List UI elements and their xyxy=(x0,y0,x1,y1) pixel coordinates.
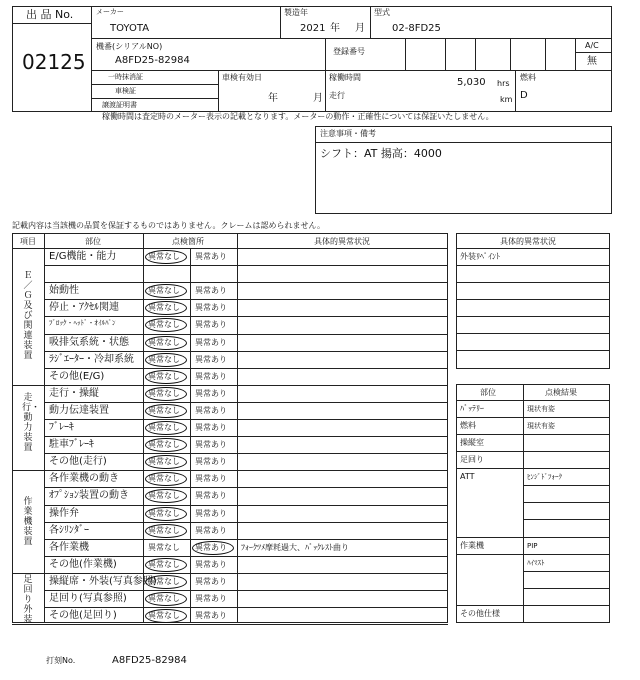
hours-unit: hrs xyxy=(497,79,510,88)
remarks-text: シフト：AT 揚高：4000 xyxy=(320,147,442,160)
status-abnormal: 異常あり xyxy=(195,440,227,450)
stamp-label: 打刻No. xyxy=(46,656,76,665)
status-no-abnormal: 異常なし xyxy=(148,474,180,484)
right-detail-title: 具体的異常状況 xyxy=(500,237,556,246)
disclaimer: 記載内容は当該機の品質を保証するものではありません。クレームは認められません。 xyxy=(12,221,325,230)
selection-circle[interactable] xyxy=(145,336,187,350)
status-no-abnormal: 異常なし xyxy=(148,371,180,381)
year-value: 2021 xyxy=(300,23,326,34)
part-name: その他仕様 xyxy=(460,609,500,618)
part-label: 吸排気系統・状態 xyxy=(49,336,129,348)
part-name: ATT xyxy=(460,472,475,481)
hours-value: 5,030 xyxy=(457,77,486,88)
status-abnormal: 異常あり xyxy=(195,457,227,467)
status-abnormal: 異常あり xyxy=(195,611,227,621)
result-header: 点検結果 xyxy=(545,388,577,397)
part-label: 足回り(写真参照) xyxy=(49,593,127,604)
serial-value: A8FD25-82984 xyxy=(115,55,190,66)
status-no-abnormal: 異常なし xyxy=(148,457,180,467)
status-abnormal: 異常あり xyxy=(195,525,227,535)
part-label: 動力伝達装置 xyxy=(49,404,109,416)
model-label: 型式 xyxy=(374,8,390,17)
month-unit: 月 xyxy=(355,23,365,34)
selection-circle[interactable] xyxy=(145,353,187,367)
result-value: ﾊｲﾏｽﾄ xyxy=(527,559,545,567)
part-label: 操縦席・外装(写真参照) xyxy=(49,575,157,587)
col-item-header: 項目 xyxy=(20,237,36,246)
part-name: 足回り xyxy=(460,455,484,464)
selection-circle[interactable] xyxy=(145,387,187,401)
status-abnormal: 異常あり xyxy=(195,542,227,552)
part-label: 走行・操縦 xyxy=(49,387,99,399)
part-name: 燃料 xyxy=(460,421,476,430)
part-name: 操縦室 xyxy=(460,438,484,447)
status-no-abnormal: 異常なし xyxy=(148,405,180,415)
status-abnormal: 異常あり xyxy=(195,405,227,415)
status-no-abnormal: 異常なし xyxy=(148,337,180,347)
part-label: 各作業機の動き xyxy=(49,473,119,485)
parts-header: 部位 xyxy=(480,388,496,397)
selection-circle[interactable] xyxy=(145,421,187,435)
ac-label: A/C xyxy=(585,41,599,50)
status-no-abnormal: 異常なし xyxy=(148,594,180,603)
status-abnormal: 異常あり xyxy=(195,594,227,603)
selection-circle[interactable] xyxy=(145,438,187,452)
col-part-header: 部位 xyxy=(85,237,101,246)
selection-circle[interactable] xyxy=(145,250,187,264)
status-abnormal: 異常あり xyxy=(195,286,227,296)
result-value: 現状有姿 xyxy=(527,405,555,413)
part-label: 各作業機 xyxy=(49,541,89,553)
reg-label: 登録番号 xyxy=(333,47,365,56)
group-label: 足回り外装 xyxy=(23,574,33,625)
fuel-label: 燃料 xyxy=(520,73,536,82)
inspection-month-unit: 月 xyxy=(313,93,323,104)
selection-circle[interactable] xyxy=(145,524,187,538)
part-label: その他(足回り) xyxy=(49,610,117,622)
status-no-abnormal: 異常なし xyxy=(148,423,180,432)
status-abnormal: 異常あり xyxy=(195,303,227,313)
part-label: 各ｼﾘﾝﾀﾞｰ xyxy=(49,524,89,536)
part-label: E/G機能・能力 xyxy=(49,251,117,262)
status-no-abnormal: 異常なし xyxy=(148,440,180,450)
right-first-entry: 外装ﾘﾍﾟｲﾝﾄ xyxy=(460,252,500,261)
status-abnormal: 異常あり xyxy=(195,320,227,330)
status-no-abnormal: 異常なし xyxy=(148,508,180,518)
part-name: 作業機 xyxy=(460,541,484,550)
transfer-cert-label: 譲渡証明書 xyxy=(102,101,137,109)
group-label: 作業機装置 xyxy=(23,496,33,547)
part-label: 操作弁 xyxy=(49,507,79,519)
result-value: PIP xyxy=(527,542,538,550)
status-abnormal: 異常あり xyxy=(195,508,227,518)
serial-label: 機番(シリアルNO) xyxy=(96,42,163,51)
status-abnormal: 異常あり xyxy=(195,559,227,569)
selection-circle[interactable] xyxy=(145,575,187,589)
status-no-abnormal: 異常なし xyxy=(148,525,180,535)
year-label: 製造年 xyxy=(284,8,308,17)
year-unit: 年 xyxy=(330,23,340,34)
result-value: ﾋﾝｼﾞﾄﾞﾌｫｰｸ xyxy=(527,473,562,481)
maker-value: TOYOTA xyxy=(110,23,150,34)
group-label: 走行・動力装置 xyxy=(22,392,41,453)
status-no-abnormal: 異常なし xyxy=(148,320,180,330)
detail-text: ﾌｫｰｸﾂﾒ摩耗過大、ﾊﾞｯｸﾚｽﾄ曲り xyxy=(241,542,349,552)
status-no-abnormal: 異常なし xyxy=(148,576,180,586)
part-label: その他(走行) xyxy=(49,456,107,468)
status-abnormal: 異常あり xyxy=(195,491,227,501)
selection-circle[interactable] xyxy=(145,592,187,606)
inspection-year-unit: 年 xyxy=(268,93,278,104)
status-abnormal: 異常あり xyxy=(195,371,227,381)
selection-circle[interactable] xyxy=(145,507,187,521)
status-no-abnormal: 異常なし xyxy=(148,559,180,569)
status-no-abnormal: 異常なし xyxy=(148,303,180,313)
part-label: 始動性 xyxy=(49,285,79,297)
selection-circle[interactable] xyxy=(145,558,187,572)
part-label: その他(作業機) xyxy=(49,558,117,570)
status-no-abnormal: 異常なし xyxy=(148,491,180,501)
selection-circle[interactable] xyxy=(145,370,187,384)
part-label: ｵﾌﾟｼｮﾝ装置の動き xyxy=(49,490,129,502)
part-label: ﾌﾞﾛｯｸ・ﾍｯﾄﾞ・ｵｲﾙﾊﾟﾝ xyxy=(49,319,116,328)
status-no-abnormal: 異常なし xyxy=(148,611,180,621)
part-label: 駐車ﾌﾞﾚｰｷ xyxy=(49,439,94,451)
status-abnormal: 異常あり xyxy=(195,474,227,484)
lot-number: 02125 xyxy=(22,50,86,74)
status-abnormal: 異常あり xyxy=(195,337,227,347)
temp-cert-label: 一時抹消証 xyxy=(108,73,143,81)
status-abnormal: 異常あり xyxy=(195,388,227,398)
status-abnormal: 異常あり xyxy=(195,423,227,432)
part-label: ﾗｼﾞｴｰﾀｰ・冷却系統 xyxy=(49,353,134,365)
hours-note: 稼働時間は査定時のメーター表示の記載となります。メーターの動作・正確性については保証いたしません。 xyxy=(102,112,494,121)
selection-circle[interactable] xyxy=(145,404,187,418)
part-name: ﾊﾞｯﾃﾘｰ xyxy=(460,404,484,413)
remarks-box xyxy=(315,126,612,214)
part-label: 停止・ｱｸｾﾙ関連 xyxy=(49,302,119,314)
model-value: 02-8FD25 xyxy=(392,23,441,34)
hours-label: 稼働時間 xyxy=(329,73,361,82)
status-no-abnormal: 異常なし xyxy=(148,388,180,398)
status-abnormal: 異常あり xyxy=(195,354,227,364)
col-detail-header: 具体的異常状況 xyxy=(314,237,370,246)
status-no-abnormal: 異常なし xyxy=(148,542,180,552)
status-no-abnormal: 異常なし xyxy=(148,286,180,296)
col-check-header: 点検箇所 xyxy=(172,237,204,246)
remarks-label: 注意事項・備考 xyxy=(320,129,376,138)
part-label: ﾌﾞﾚｰｷ xyxy=(49,422,74,433)
group-label: Ｅ／Ｇ及び関連装置 xyxy=(23,271,33,362)
result-value: 現状有姿 xyxy=(527,422,555,430)
inspection-label: 車検有効日 xyxy=(222,73,262,82)
km-unit: km xyxy=(500,95,513,104)
status-no-abnormal: 異常なし xyxy=(148,252,180,261)
selection-circle[interactable] xyxy=(192,541,234,555)
lot-label: 出 品 No. xyxy=(26,8,74,21)
maker-label: メーカー xyxy=(96,8,124,16)
mileage-label: 走行 xyxy=(329,91,345,100)
part-label: その他(E/G) xyxy=(49,370,105,382)
ac-value: 無 xyxy=(587,56,597,67)
fuel-value: D xyxy=(520,90,528,101)
selection-circle[interactable] xyxy=(145,609,187,623)
vehicle-cert-label: 車検証 xyxy=(115,87,136,95)
stamp-value: A8FD25-82984 xyxy=(112,655,187,666)
status-abnormal: 異常あり xyxy=(195,576,227,586)
status-abnormal: 異常あり xyxy=(195,252,227,261)
status-no-abnormal: 異常なし xyxy=(148,354,180,364)
